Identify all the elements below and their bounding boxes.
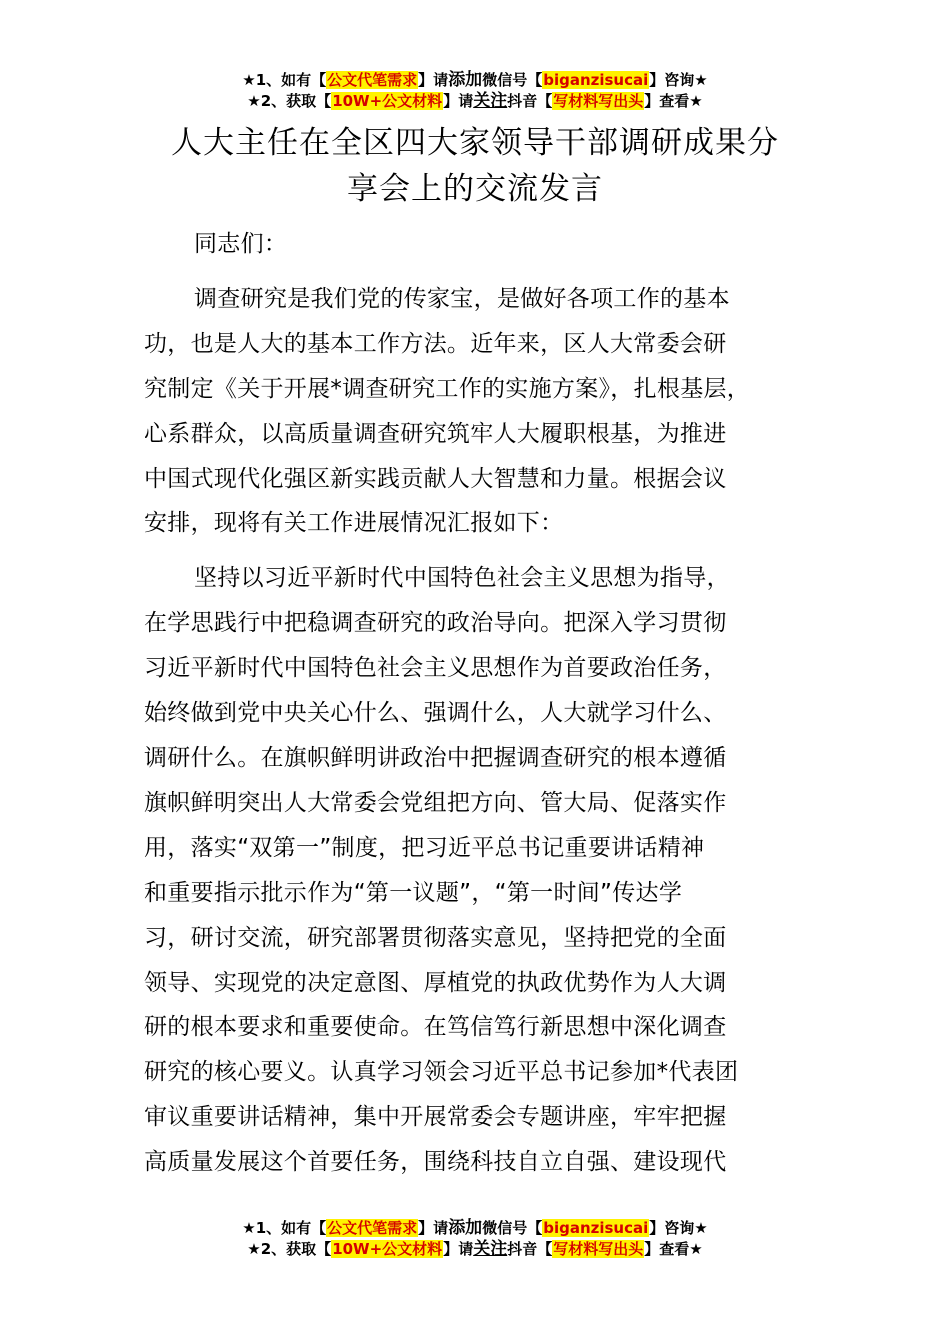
text-line: 高质量发展这个首要任务，围绕科技自立自强、建设现代	[144, 1149, 727, 1176]
banner-text: ★1、如有【	[242, 1219, 327, 1237]
banner-text: ★2、获取【	[247, 92, 332, 110]
text-line: 和重要指示批示作为“第一议题”，“第一时间”传达学	[144, 879, 683, 906]
text-line: 审议重要讲话精神，集中开展常委会专题讲座，牢牢把握	[144, 1104, 727, 1131]
banner-text: 微信号【	[482, 1219, 543, 1237]
text-line: 领导、实现党的决定意图、厚植党的执政优势作为人大调	[144, 969, 727, 996]
banner-text: 】查看★	[644, 1240, 703, 1258]
banner-line-1	[0, 1218, 950, 1239]
text-line: 安排，现将有关工作进展情况汇报如下：	[144, 510, 564, 537]
banner-text: 】请	[443, 92, 474, 110]
text-line: 在学思践行中把稳调查研究的政治导向。把深入学习贯彻	[144, 610, 727, 637]
text-line: 旗帜鲜明突出人大常委会党组把方向、管大局、促落实作	[144, 789, 727, 816]
highlight-wechat-id: biganzisucai	[543, 71, 649, 89]
highlight-wechat-id: biganzisucai	[543, 1219, 649, 1237]
banner-text: ★2、获取【	[247, 1240, 332, 1258]
text-line: 始终做到党中央关心什么、强调什么，人大就学习什么、	[144, 700, 727, 727]
banner-text: 抖音【	[507, 1240, 553, 1258]
banner-line-2	[0, 91, 950, 112]
highlight-douyin-id: 写材料写出头	[553, 1240, 644, 1258]
text-line: 功，也是人大的基本工作方法。近年来，区人大常委会研	[144, 330, 727, 357]
banner-text: ★1、如有【	[242, 71, 327, 89]
banner-emphasis: 添加	[448, 70, 483, 90]
banner-text: 】请	[443, 1240, 474, 1258]
header-banner	[0, 70, 950, 112]
banner-emphasis: 关注	[473, 91, 508, 111]
banner-text: 】查看★	[644, 92, 703, 110]
title-line-2: 享会上的交流发言	[347, 171, 603, 207]
title-line-1: 人大主任在全区四大家领导干部调研成果分	[171, 125, 779, 161]
highlight-materials: 10W+公文材料	[332, 1240, 443, 1258]
text-line: 研的根本要求和重要使命。在笃信笃行新思想中深化调查	[144, 1014, 727, 1041]
highlight-service: 公文代笔需求	[327, 71, 418, 89]
paragraph-1	[144, 277, 824, 546]
text-line: 用，落实“双第一”制度，把习近平总书记重要讲话精神	[144, 834, 705, 861]
salutation: 同志们：	[194, 231, 288, 257]
banner-line-1	[0, 70, 950, 91]
highlight-douyin-id: 写材料写出头	[553, 92, 644, 110]
banner-text: 微信号【	[482, 71, 543, 89]
paragraph-2	[144, 556, 824, 1185]
text-line: 坚持以习近平新时代中国特色社会主义思想为指导，	[194, 565, 730, 592]
banner-emphasis: 关注	[473, 1239, 508, 1259]
banner-line-2	[0, 1239, 950, 1260]
text-line: 中国式现代化强区新实践贡献人大智慧和力量。根据会议	[144, 465, 727, 492]
text-line: 调查研究是我们党的传家宝，是做好各项工作的基本	[194, 285, 730, 312]
text-line: 调研什么。在旗帜鲜明讲政治中把握调查研究的根本遵循	[144, 744, 727, 771]
text-line: 研究的核心要义。认真学习领会习近平总书记参加*代表团	[144, 1059, 739, 1086]
text-line: 习近平新时代中国特色社会主义思想作为首要政治任务，	[144, 655, 727, 682]
banner-text: 抖音【	[507, 92, 553, 110]
banner-emphasis: 添加	[448, 1218, 483, 1238]
highlight-service: 公文代笔需求	[327, 1219, 418, 1237]
banner-text: 】请	[418, 1219, 449, 1237]
banner-text: 】请	[418, 71, 449, 89]
document-title	[100, 120, 850, 212]
highlight-materials: 10W+公文材料	[332, 92, 443, 110]
footer-banner	[0, 1218, 950, 1260]
banner-text: 】咨询★	[649, 71, 708, 89]
text-line: 习，研讨交流，研究部署贯彻落实意见，坚持把党的全面	[144, 924, 727, 951]
document-body	[144, 222, 824, 1185]
banner-text: 】咨询★	[649, 1219, 708, 1237]
text-line: 心系群众，以高质量调查研究筑牢人大履职根基，为推进	[144, 420, 727, 447]
text-line: 究制定《关于开展*调查研究工作的实施方案》，扎根基层，	[144, 375, 751, 402]
